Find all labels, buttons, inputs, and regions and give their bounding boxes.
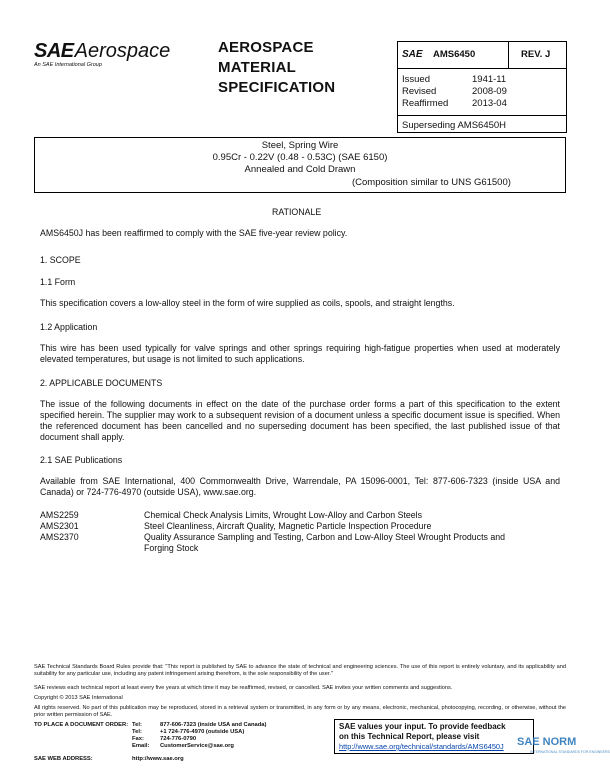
document-type-title — [218, 38, 335, 98]
reference-title: Quality Assurance Sampling and Testing, Carbon and Low-Alloy Steel Wrought Products and — [144, 532, 506, 542]
logo-tagline: An SAE International Group — [34, 62, 102, 68]
feedback-link[interactable]: http://www.sae.org/technical/standards/AMS6450J — [339, 742, 504, 751]
reference-code: AMS2259 — [40, 510, 79, 520]
feedback-line-1: SAE values your input. To provide feedback — [339, 722, 506, 731]
section-application-text: This wire has been used typically for valve springs and other springs requiring high-fatigue properties when used at moderately elevated temperatures, but usage is not limited to such applications. — [40, 343, 560, 364]
header-sae-logo: SAE — [402, 49, 423, 60]
logo-wordmark — [34, 40, 194, 62]
section-sae-pub-heading: 2.1 SAE Publications — [40, 455, 123, 465]
revised-value: 2008-09 — [472, 86, 507, 97]
email-value: CustomerService@sae.org — [160, 743, 234, 749]
title-line-1: AEROSPACE — [218, 39, 314, 56]
sae-norm-watermark: SAE NORM — [517, 736, 577, 748]
footer-copyright: Copyright © 2013 SAE International — [34, 695, 123, 701]
subject-line-1: Steel, Spring Wire — [261, 140, 339, 151]
sae-aerospace-logo — [34, 40, 194, 68]
issued-label: Issued — [402, 74, 430, 85]
footer-rights: All rights reserved. No part of this publication may be reproduced, stored in a retrieval system or transmitted, in any form or by any means, electronic, mechanical, photocopying, recording, or otherwise, without the prior written permission of SAE. — [34, 705, 566, 718]
revision: REV. J — [521, 49, 551, 60]
subject-line-2: 0.95Cr - 0.22V (0.48 - 0.53C) (SAE 6150) — [212, 152, 388, 163]
section-form-heading: 1.1 Form — [40, 277, 76, 287]
subject-composition: (Composition similar to UNS G61500) — [352, 177, 511, 188]
section-applicable-text: The issue of the following documents in effect on the date of the purchase order forms a part of this specification to the extent specified herein. The supplier may work to a subsequent revision of a document unless a specific document issue is specified. When the referenced document has been cancelled and no superseding document has been specified, the last published issue of that document shall apply. — [40, 399, 560, 442]
reference-title: Chemical Check Analysis Limits, Wrought Low-Alloy and Carbon Steels — [144, 510, 423, 520]
superseding-text: Superseding AMS6450H — [402, 120, 507, 131]
doc-number: AMS6450 — [433, 49, 476, 60]
rationale-text: AMS6450J has been reaffirmed to comply with the SAE five-year review policy. — [40, 228, 348, 238]
fax-value: 724-776-0790 — [160, 736, 197, 742]
title-line-3: SPECIFICATION — [218, 79, 336, 96]
issued-value: 1941-11 — [472, 74, 507, 85]
section-application-heading: 1.2 Application — [40, 322, 98, 332]
reference-code: AMS2301 — [40, 521, 79, 531]
fax-label: Fax: — [132, 736, 144, 742]
section-applicable-heading: 2. APPLICABLE DOCUMENTS — [40, 378, 163, 388]
section-sae-pub-text: Available from SAE International, 400 Commonwealth Drive, Warrendale, PA 15096-0001, Tel: 877-606-7323 (inside USA and Canada) or 724-776-4970 (outside USA), www.sae.org. — [40, 476, 560, 497]
reference-title-continued: Forging Stock — [144, 543, 199, 553]
feedback-line-2: on this Technical Report, please visit — [339, 732, 480, 741]
tel2-label: Tel: — [132, 729, 142, 735]
tel-value: 877-606-7323 (inside USA and Canada) — [160, 722, 267, 728]
logo-sae: SAE — [34, 40, 74, 62]
logo-aerospace: Aerospace — [74, 40, 171, 62]
section-scope-heading: 1. SCOPE — [40, 255, 81, 265]
reference-title: Steel Cleanliness, Aircraft Quality, Magnetic Particle Inspection Procedure — [144, 521, 432, 531]
reaffirmed-value: 2013-04 — [472, 98, 507, 109]
tel2-value: +1 724-776-4970 (outside USA) — [160, 729, 245, 735]
email-label: Email: — [132, 743, 150, 749]
reference-code: AMS2370 — [40, 532, 79, 542]
web-label: SAE WEB ADDRESS: — [34, 756, 93, 762]
title-line-2: MATERIAL — [218, 59, 296, 76]
sae-norm-watermark-subtitle: INTERNATIONAL STANDARDS FOR ENGINEERS — [530, 750, 610, 754]
subject-line-3: Annealed and Cold Drawn — [244, 164, 356, 175]
order-label: TO PLACE A DOCUMENT ORDER: — [34, 722, 129, 728]
section-form-text: This specification covers a low-alloy steel in the form of wire supplied as coils, spools, and straight lengths. — [40, 298, 455, 308]
subject-title — [34, 140, 566, 176]
tel-label: Tel: — [132, 722, 142, 728]
web-value[interactable]: http://www.sae.org — [132, 756, 184, 762]
reaffirmed-label: Reaffirmed — [402, 98, 449, 109]
footer-standards-rules: SAE Technical Standards Board Rules provide that: "This report is published by SAE to advance the state of technical and engineering sciences. The use of this report is entirely voluntary, and its applicability and suitability for any particular use, including any patent infringement arising therefrom, is the sole responsibility of the user." — [34, 664, 566, 677]
revised-label: Revised — [402, 86, 437, 97]
feedback-box — [334, 719, 534, 754]
footer-review-policy: SAE reviews each technical report at least every five years at which time it may be reaffirmed, revised, or cancelled. SAE invites your written comments and suggestions. — [34, 685, 453, 691]
rationale-heading: RATIONALE — [272, 207, 322, 217]
document-header-box — [397, 41, 567, 133]
